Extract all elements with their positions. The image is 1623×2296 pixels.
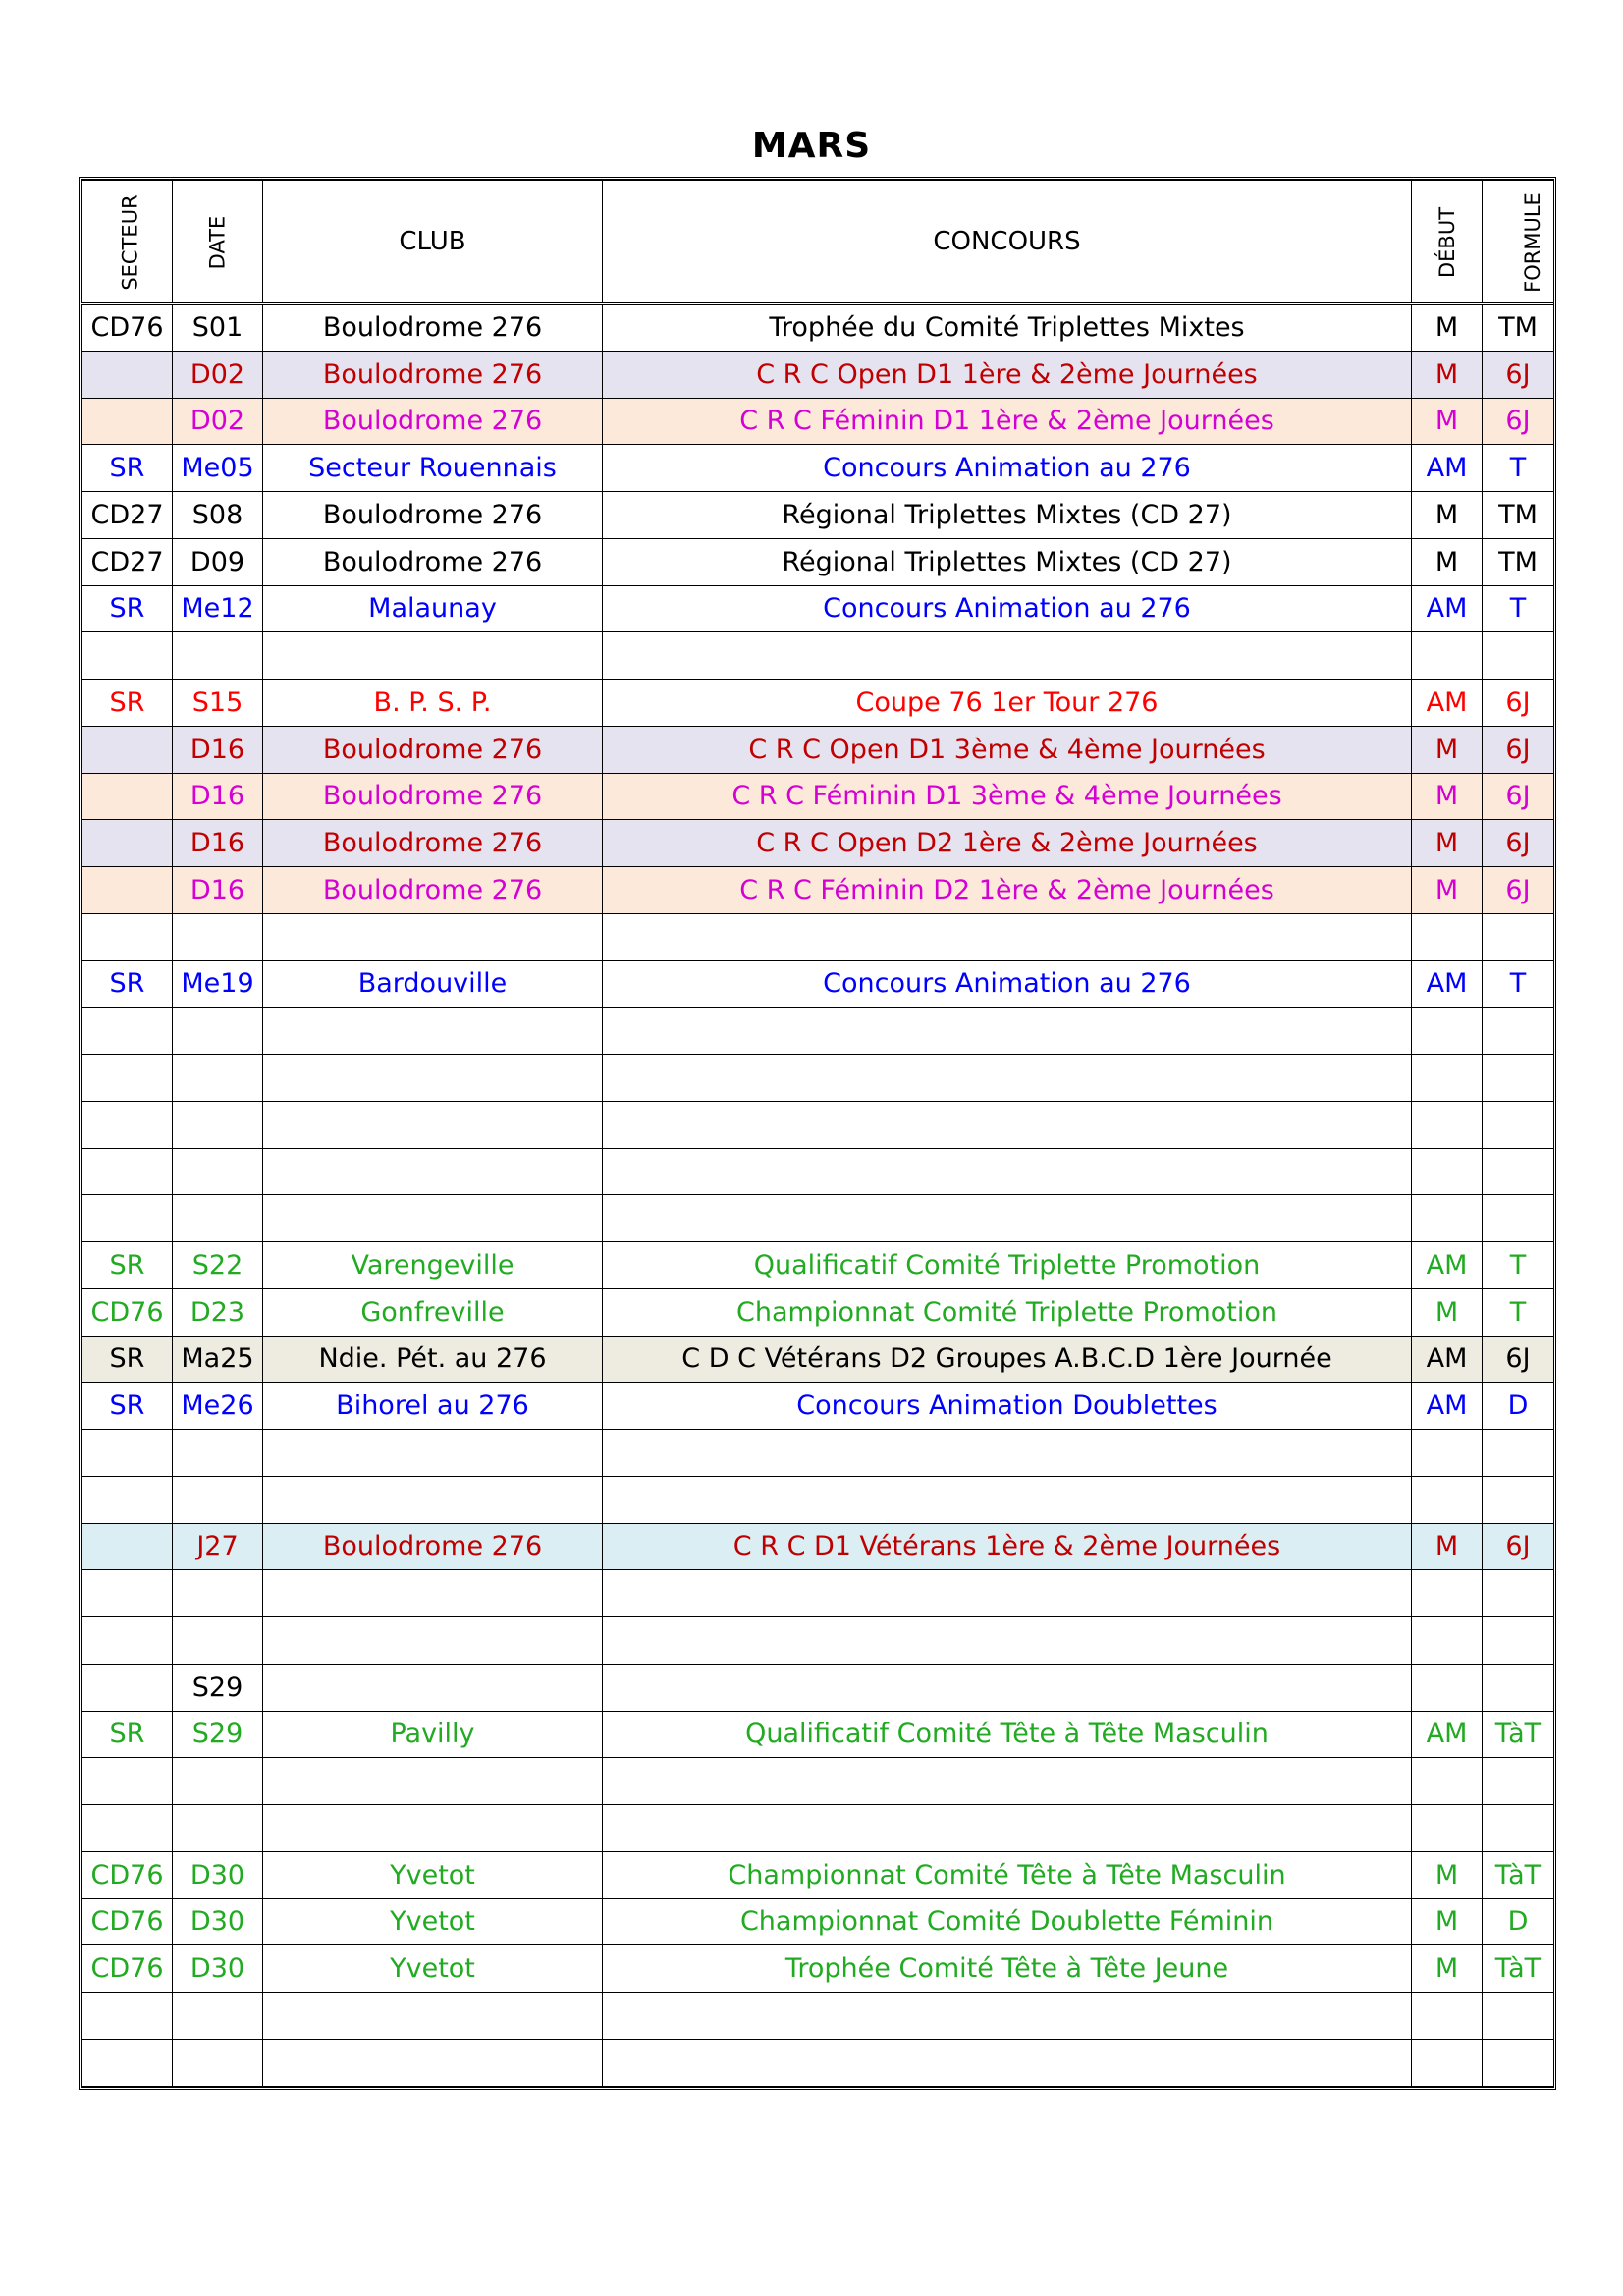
table-row	[82, 680, 1554, 727]
cell-date	[173, 1101, 263, 1148]
cell-club: Bihorel au 276	[263, 1383, 603, 1430]
cell-concours: C R C Open D1 1ère & 2ème Journées	[603, 351, 1412, 398]
table-row	[82, 1617, 1554, 1665]
cell-club	[263, 1476, 603, 1523]
cell-debut	[1412, 913, 1483, 960]
cell-date	[173, 1148, 263, 1195]
table-row	[82, 492, 1554, 539]
cell-debut	[1412, 1993, 1483, 2040]
cell-date	[173, 1055, 263, 1102]
cell-club	[263, 1430, 603, 1477]
table-row	[82, 1758, 1554, 1805]
table-row	[82, 538, 1554, 585]
cell-debut: AM	[1412, 1711, 1483, 1758]
cell-formule	[1483, 1993, 1554, 2040]
table-row	[82, 1993, 1554, 2040]
header-club: CLUB	[263, 181, 603, 304]
cell-secteur	[82, 1570, 173, 1617]
cell-club	[263, 1664, 603, 1711]
cell-club: Yvetot	[263, 1851, 603, 1898]
table-row	[82, 867, 1554, 914]
cell-concours	[603, 2039, 1412, 2086]
cell-secteur	[82, 820, 173, 867]
cell-debut: M	[1412, 351, 1483, 398]
cell-date	[173, 1758, 263, 1805]
cell-date: D16	[173, 726, 263, 773]
table-row	[82, 304, 1554, 352]
cell-concours: C R C Open D2 1ère & 2ème Journées	[603, 820, 1412, 867]
cell-club: Boulodrome 276	[263, 398, 603, 445]
table-row	[82, 820, 1554, 867]
cell-secteur: SR	[82, 1336, 173, 1383]
cell-concours	[603, 1195, 1412, 1242]
cell-formule: TàT	[1483, 1945, 1554, 1993]
cell-formule: T	[1483, 1288, 1554, 1336]
cell-formule	[1483, 1008, 1554, 1055]
cell-secteur: SR	[82, 585, 173, 632]
cell-secteur	[82, 1430, 173, 1477]
cell-secteur: CD76	[82, 304, 173, 352]
cell-formule	[1483, 1758, 1554, 1805]
cell-secteur	[82, 867, 173, 914]
cell-debut: M	[1412, 1523, 1483, 1570]
table-row	[82, 1148, 1554, 1195]
cell-debut: M	[1412, 1898, 1483, 1945]
cell-club: Boulodrome 276	[263, 351, 603, 398]
cell-date	[173, 1476, 263, 1523]
cell-secteur	[82, 913, 173, 960]
cell-concours: Qualificatif Comité Triplette Promotion	[603, 1242, 1412, 1289]
cell-concours	[603, 1430, 1412, 1477]
cell-formule: TM	[1483, 492, 1554, 539]
cell-debut	[1412, 1570, 1483, 1617]
cell-debut: AM	[1412, 1383, 1483, 1430]
cell-secteur: CD76	[82, 1898, 173, 1945]
header-secteur: SECTEUR	[82, 181, 173, 304]
cell-club	[263, 1195, 603, 1242]
cell-debut: AM	[1412, 680, 1483, 727]
cell-date	[173, 1570, 263, 1617]
cell-debut: M	[1412, 304, 1483, 352]
cell-secteur: SR	[82, 960, 173, 1008]
cell-formule: 6J	[1483, 820, 1554, 867]
cell-formule: 6J	[1483, 351, 1554, 398]
cell-formule: 6J	[1483, 680, 1554, 727]
cell-formule	[1483, 1570, 1554, 1617]
cell-formule: T	[1483, 1242, 1554, 1289]
cell-club	[263, 1570, 603, 1617]
cell-date: D16	[173, 820, 263, 867]
cell-concours	[603, 1148, 1412, 1195]
table-header-row	[82, 181, 1554, 304]
cell-concours: Trophée du Comité Triplettes Mixtes	[603, 304, 1412, 352]
cell-date: S01	[173, 304, 263, 352]
table-row	[82, 445, 1554, 492]
cell-club: Secteur Rouennais	[263, 445, 603, 492]
cell-secteur	[82, 2039, 173, 2086]
cell-date: Me19	[173, 960, 263, 1008]
cell-formule	[1483, 2039, 1554, 2086]
table-row	[82, 398, 1554, 445]
cell-date: D30	[173, 1945, 263, 1993]
cell-secteur	[82, 1664, 173, 1711]
cell-secteur	[82, 351, 173, 398]
cell-concours: Régional Triplettes Mixtes (CD 27)	[603, 492, 1412, 539]
cell-formule: T	[1483, 445, 1554, 492]
cell-concours: Qualificatif Comité Tête à Tête Masculin	[603, 1711, 1412, 1758]
cell-secteur: SR	[82, 680, 173, 727]
cell-formule	[1483, 1430, 1554, 1477]
table-row	[82, 1101, 1554, 1148]
cell-concours: Concours Animation Doublettes	[603, 1383, 1412, 1430]
cell-club: Ndie. Pét. au 276	[263, 1336, 603, 1383]
cell-debut	[1412, 632, 1483, 680]
table-body	[82, 304, 1554, 2087]
cell-date: Me26	[173, 1383, 263, 1430]
cell-formule: 6J	[1483, 1523, 1554, 1570]
cell-date	[173, 1008, 263, 1055]
cell-secteur	[82, 1805, 173, 1852]
cell-club: Boulodrome 276	[263, 867, 603, 914]
table-row	[82, 2039, 1554, 2086]
cell-secteur	[82, 1055, 173, 1102]
table-row	[82, 1336, 1554, 1383]
cell-concours	[603, 1664, 1412, 1711]
cell-club	[263, 1993, 603, 2040]
cell-secteur: CD76	[82, 1288, 173, 1336]
cell-date: D02	[173, 398, 263, 445]
cell-concours	[603, 632, 1412, 680]
table-row	[82, 351, 1554, 398]
cell-date: S15	[173, 680, 263, 727]
cell-concours: C R C Open D1 3ème & 4ème Journées	[603, 726, 1412, 773]
cell-debut: M	[1412, 820, 1483, 867]
cell-debut	[1412, 2039, 1483, 2086]
cell-secteur	[82, 1476, 173, 1523]
cell-concours	[603, 1805, 1412, 1852]
cell-debut: M	[1412, 398, 1483, 445]
cell-club: Yvetot	[263, 1945, 603, 1993]
cell-concours	[603, 1570, 1412, 1617]
cell-formule	[1483, 1805, 1554, 1852]
cell-date	[173, 1993, 263, 2040]
cell-club: Boulodrome 276	[263, 492, 603, 539]
cell-formule: 6J	[1483, 726, 1554, 773]
table-row	[82, 1898, 1554, 1945]
table-row	[82, 1805, 1554, 1852]
cell-formule: T	[1483, 960, 1554, 1008]
cell-concours: C R C Féminin D1 3ème & 4ème Journées	[603, 773, 1412, 820]
table-row	[82, 1242, 1554, 1289]
table-row	[82, 913, 1554, 960]
cell-secteur	[82, 1617, 173, 1665]
cell-concours	[603, 1993, 1412, 2040]
cell-concours	[603, 1476, 1412, 1523]
cell-club: Boulodrome 276	[263, 773, 603, 820]
cell-debut	[1412, 1101, 1483, 1148]
cell-club	[263, 632, 603, 680]
cell-debut	[1412, 1476, 1483, 1523]
cell-date: D30	[173, 1898, 263, 1945]
schedule-table	[81, 180, 1554, 2087]
cell-formule	[1483, 913, 1554, 960]
table-row	[82, 1430, 1554, 1477]
cell-club: Yvetot	[263, 1898, 603, 1945]
table-row	[82, 1383, 1554, 1430]
cell-club: Bardouville	[263, 960, 603, 1008]
cell-secteur: CD27	[82, 538, 173, 585]
cell-date: D16	[173, 867, 263, 914]
cell-concours: Concours Animation au 276	[603, 585, 1412, 632]
cell-secteur: CD27	[82, 492, 173, 539]
cell-club: Pavilly	[263, 1711, 603, 1758]
table-row	[82, 632, 1554, 680]
cell-debut: M	[1412, 1851, 1483, 1898]
cell-formule: 6J	[1483, 867, 1554, 914]
cell-formule	[1483, 632, 1554, 680]
cell-debut	[1412, 1055, 1483, 1102]
cell-club	[263, 1758, 603, 1805]
cell-formule	[1483, 1195, 1554, 1242]
table-row	[82, 1945, 1554, 1993]
cell-concours: Trophée Comité Tête à Tête Jeune	[603, 1945, 1412, 1993]
table-row	[82, 1851, 1554, 1898]
cell-club: B. P. S. P.	[263, 680, 603, 727]
cell-debut	[1412, 1664, 1483, 1711]
cell-formule	[1483, 1148, 1554, 1195]
cell-club	[263, 2039, 603, 2086]
cell-concours: Coupe 76 1er Tour 276	[603, 680, 1412, 727]
cell-concours: C R C Féminin D1 1ère & 2ème Journées	[603, 398, 1412, 445]
cell-formule: 6J	[1483, 398, 1554, 445]
cell-debut: AM	[1412, 1242, 1483, 1289]
cell-date	[173, 1805, 263, 1852]
cell-secteur	[82, 1148, 173, 1195]
cell-date	[173, 1617, 263, 1665]
cell-formule: TM	[1483, 304, 1554, 352]
cell-formule	[1483, 1617, 1554, 1665]
cell-concours: Régional Triplettes Mixtes (CD 27)	[603, 538, 1412, 585]
cell-formule: 6J	[1483, 1336, 1554, 1383]
cell-debut: M	[1412, 1288, 1483, 1336]
cell-concours: Championnat Comité Triplette Promotion	[603, 1288, 1412, 1336]
cell-date	[173, 913, 263, 960]
cell-debut	[1412, 1008, 1483, 1055]
cell-date: D16	[173, 773, 263, 820]
cell-secteur: SR	[82, 1711, 173, 1758]
cell-concours: C R C Féminin D2 1ère & 2ème Journées	[603, 867, 1412, 914]
cell-club: Malaunay	[263, 585, 603, 632]
cell-secteur: CD76	[82, 1851, 173, 1898]
cell-formule: D	[1483, 1898, 1554, 1945]
cell-date	[173, 1195, 263, 1242]
cell-debut	[1412, 1430, 1483, 1477]
table-row	[82, 1008, 1554, 1055]
cell-secteur: SR	[82, 1383, 173, 1430]
cell-date	[173, 2039, 263, 2086]
cell-date: Me12	[173, 585, 263, 632]
cell-club	[263, 1101, 603, 1148]
table-row	[82, 726, 1554, 773]
table-row	[82, 1055, 1554, 1102]
cell-club: Boulodrome 276	[263, 1523, 603, 1570]
cell-formule: TàT	[1483, 1851, 1554, 1898]
cell-club: Boulodrome 276	[263, 304, 603, 352]
cell-secteur	[82, 1758, 173, 1805]
cell-secteur: CD76	[82, 1945, 173, 1993]
cell-debut: M	[1412, 538, 1483, 585]
cell-date: D23	[173, 1288, 263, 1336]
cell-secteur	[82, 1195, 173, 1242]
table-row	[82, 1195, 1554, 1242]
cell-club: Boulodrome 276	[263, 726, 603, 773]
header-concours: CONCOURS	[603, 181, 1412, 304]
cell-debut: M	[1412, 773, 1483, 820]
cell-debut: AM	[1412, 445, 1483, 492]
cell-secteur	[82, 726, 173, 773]
cell-date: Ma25	[173, 1336, 263, 1383]
cell-secteur	[82, 1008, 173, 1055]
cell-debut	[1412, 1805, 1483, 1852]
header-debut: DÉBUT	[1412, 181, 1483, 304]
cell-concours: C R C D1 Vétérans 1ère & 2ème Journées	[603, 1523, 1412, 1570]
cell-secteur	[82, 398, 173, 445]
table-row	[82, 960, 1554, 1008]
cell-formule	[1483, 1055, 1554, 1102]
table-row	[82, 585, 1554, 632]
cell-concours	[603, 1758, 1412, 1805]
cell-formule: TàT	[1483, 1711, 1554, 1758]
cell-debut	[1412, 1617, 1483, 1665]
cell-secteur	[82, 773, 173, 820]
cell-date: S29	[173, 1711, 263, 1758]
cell-club	[263, 1805, 603, 1852]
page-title: MARS	[751, 126, 872, 166]
header-formule: FORMULE	[1483, 181, 1554, 304]
table-row	[82, 1476, 1554, 1523]
cell-club	[263, 913, 603, 960]
cell-date	[173, 1430, 263, 1477]
cell-debut: M	[1412, 867, 1483, 914]
cell-concours: Championnat Comité Doublette Féminin	[603, 1898, 1412, 1945]
header-date: DATE	[173, 181, 263, 304]
cell-debut	[1412, 1195, 1483, 1242]
cell-date: J27	[173, 1523, 263, 1570]
cell-debut: AM	[1412, 960, 1483, 1008]
cell-debut: M	[1412, 1945, 1483, 1993]
cell-formule	[1483, 1476, 1554, 1523]
cell-date: D30	[173, 1851, 263, 1898]
cell-concours: Concours Animation au 276	[603, 960, 1412, 1008]
cell-date	[173, 632, 263, 680]
cell-formule	[1483, 1664, 1554, 1711]
cell-club: Varengeville	[263, 1242, 603, 1289]
table-row	[82, 1664, 1554, 1711]
cell-debut: AM	[1412, 1336, 1483, 1383]
cell-formule: 6J	[1483, 773, 1554, 820]
cell-club	[263, 1148, 603, 1195]
cell-concours	[603, 913, 1412, 960]
cell-club	[263, 1055, 603, 1102]
cell-date: D09	[173, 538, 263, 585]
table-row	[82, 1523, 1554, 1570]
cell-club: Boulodrome 276	[263, 820, 603, 867]
cell-concours	[603, 1055, 1412, 1102]
cell-secteur	[82, 1993, 173, 2040]
cell-concours: C D C Vétérans D2 Groupes A.B.C.D 1ère Journée	[603, 1336, 1412, 1383]
table-row	[82, 1711, 1554, 1758]
table-row	[82, 1288, 1554, 1336]
cell-concours: Concours Animation au 276	[603, 445, 1412, 492]
cell-date: D02	[173, 351, 263, 398]
cell-concours: Championnat Comité Tête à Tête Masculin	[603, 1851, 1412, 1898]
cell-concours	[603, 1101, 1412, 1148]
cell-formule: T	[1483, 585, 1554, 632]
cell-debut	[1412, 1758, 1483, 1805]
cell-formule	[1483, 1101, 1554, 1148]
cell-date: S08	[173, 492, 263, 539]
table-row	[82, 773, 1554, 820]
cell-date: Me05	[173, 445, 263, 492]
cell-date: S29	[173, 1664, 263, 1711]
cell-debut: AM	[1412, 585, 1483, 632]
cell-club: Gonfreville	[263, 1288, 603, 1336]
cell-formule: TM	[1483, 538, 1554, 585]
schedule-table-frame	[79, 177, 1556, 2090]
cell-secteur	[82, 1101, 173, 1148]
cell-debut: M	[1412, 726, 1483, 773]
cell-club	[263, 1617, 603, 1665]
table-row	[82, 1570, 1554, 1617]
cell-concours	[603, 1617, 1412, 1665]
cell-secteur: SR	[82, 445, 173, 492]
cell-concours	[603, 1008, 1412, 1055]
cell-debut: M	[1412, 492, 1483, 539]
cell-formule: D	[1483, 1383, 1554, 1430]
cell-secteur	[82, 1523, 173, 1570]
cell-club	[263, 1008, 603, 1055]
cell-club: Boulodrome 276	[263, 538, 603, 585]
cell-secteur: SR	[82, 1242, 173, 1289]
cell-debut	[1412, 1148, 1483, 1195]
cell-secteur	[82, 632, 173, 680]
cell-date: S22	[173, 1242, 263, 1289]
